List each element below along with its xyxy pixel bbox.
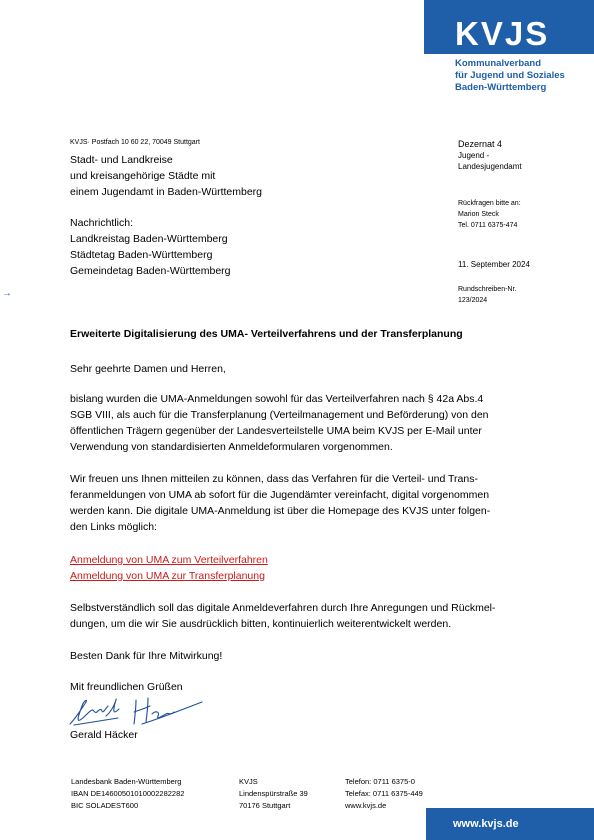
recipient-line: und kreisangehörige Städte mit [70, 170, 216, 182]
logo-wordmark: KVJS [455, 15, 550, 52]
department-block [458, 139, 522, 172]
department-line: Landesjugendamt [458, 162, 522, 171]
circular-block [458, 284, 516, 306]
cc-line: Landkreistag Baden-Württemberg [70, 233, 228, 245]
fold-mark-arrow-icon: → [2, 288, 12, 299]
paragraph-announcement [70, 471, 520, 535]
closing-line: Mit freundlichen Grüßen [70, 681, 183, 693]
footer-address [239, 776, 308, 812]
paragraph-line: bislang wurden die UMA-Anmeldungen sowohl für das Verteilverfahren nach § 42a Abs.4 [70, 393, 484, 405]
sender-line: KVJS· Postfach 10 60 22, 70049 Stuttgart [70, 139, 200, 146]
paragraph-line: SGB VIII, als auch für die Transferplanung (Verteilmanagement und Beförderung) von den [70, 409, 489, 421]
link-uma-transferplanung[interactable]: Anmeldung von UMA zur Transferplanung [70, 570, 265, 582]
thanks-line: Besten Dank für Ihre Mitwirkung! [70, 650, 223, 662]
footer-line: Landesbank Baden-Württemberg [71, 777, 182, 786]
paragraph-line: Wir freuen uns Ihnen mitteilen zu können, dass das Verfahren für die Verteil- und Trans- [70, 473, 478, 485]
footer-line: Lindenspürstraße 39 [239, 789, 308, 798]
cc-line: Städtetag Baden-Württemberg [70, 249, 213, 261]
paragraph-line: feranmeldungen von UMA ab sofort für die Jugendämter vereinfacht, digital vorgenommen [70, 489, 490, 501]
contact-label: Rückfragen bitte an: [458, 200, 521, 207]
contact-tel: Tel. 0711 6375-474 [458, 222, 518, 229]
paragraph-line: den Links möglich: [70, 521, 157, 533]
footer-line: 70176 Stuttgart [239, 801, 291, 810]
cc-line: Gemeindetag Baden-Württemberg [70, 265, 231, 277]
paragraph-line: öffentlichen Trägern gegenüber der Landesverteilstelle UMA beim KVJS per E-Mail unter [70, 425, 482, 437]
paragraph-feedback [70, 600, 520, 632]
paragraph-line: Selbstverständlich soll das digitale Anmeldeverfahren durch Ihre Anregungen und Rückmel- [70, 602, 496, 614]
salutation: Sehr geehrte Damen und Herren, [70, 363, 226, 375]
cc-label: Nachrichtlich: [70, 217, 134, 229]
recipient-line: Stadt- und Landkreise [70, 154, 173, 166]
footer-bank [71, 776, 184, 812]
circular-number: 123/2024 [458, 297, 488, 304]
subject-line: Erweiterte Digitalisierung des UMA- Verteilverfahrens und der Transferplanung [70, 328, 463, 340]
logo-subtitle-line: Baden-Württemberg [455, 82, 547, 93]
department-line: Dezernat 4 [458, 139, 503, 149]
link-uma-verteilverfahren[interactable]: Anmeldung von UMA zum Verteilverfahren [70, 554, 268, 566]
department-line: Jugend - [458, 151, 490, 160]
logo-subtitle-line: für Jugend und Soziales [455, 70, 565, 81]
footer-line: KVJS [239, 777, 258, 786]
footer-line: BIC SOLADEST600 [71, 801, 139, 810]
circular-label: Rundschreiben-Nr. [458, 286, 517, 293]
paragraph-line: Verwendung von standardisierten Anmeldeformularen vorgenommen. [70, 441, 393, 453]
recipient-line: einem Jugendamt in Baden-Württemberg [70, 186, 263, 198]
handwritten-signature [66, 694, 206, 730]
paragraph-line: werden kann. Die digitale UMA-Anmeldung ist über die Homepage des KVJS unter folgen- [70, 505, 491, 517]
links-block [70, 552, 520, 584]
footer-line: IBAN DE14600501010002282282 [71, 789, 185, 798]
paragraph-intro [70, 391, 520, 455]
contact-name: Marion Steck [458, 211, 499, 218]
footer-contact [345, 776, 423, 812]
recipient-block [70, 152, 262, 200]
footer-line: Telefax: 0711 6375-449 [345, 789, 423, 798]
cc-block [70, 215, 231, 279]
paragraph-line: dungen, um die wir Sie ausdrücklich bitten, kontinuierlich weiterentwickelt werden. [70, 618, 452, 630]
letter-date: 11. September 2024 [458, 260, 530, 269]
logo-subtitle-line: Kommunalverband [455, 58, 542, 69]
contact-block [458, 198, 521, 231]
footer-line: www.kvjs.de [345, 801, 387, 810]
signer-name: Gerald Häcker [70, 729, 138, 741]
footer-url[interactable]: www.kvjs.de [453, 818, 519, 830]
footer-line: Telefon: 0711 6375-0 [345, 777, 415, 786]
logo-subtitle [455, 58, 565, 94]
